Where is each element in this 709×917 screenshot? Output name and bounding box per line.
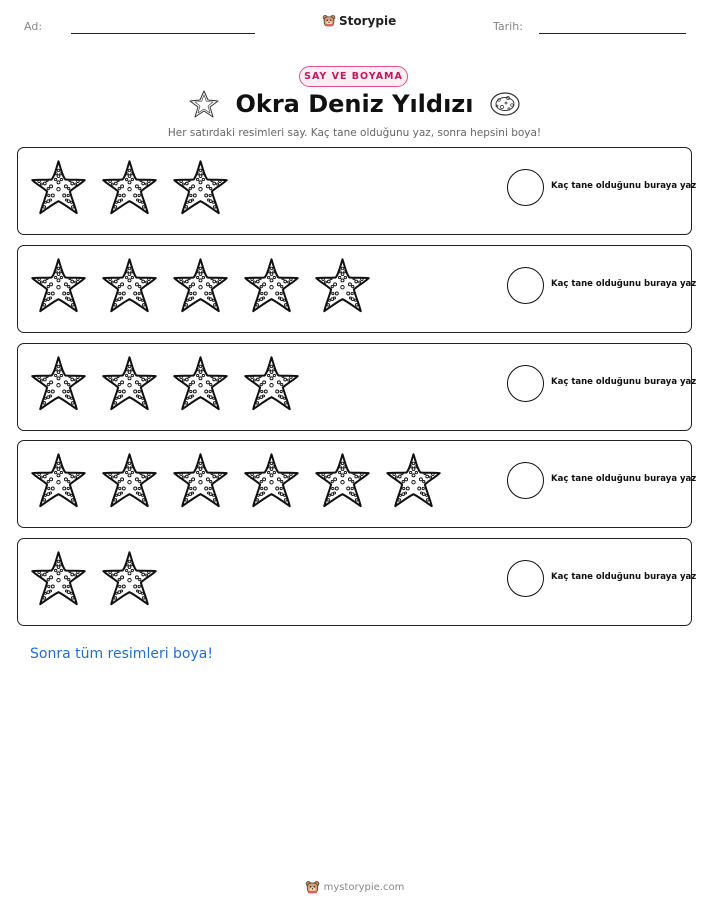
starfish-icon[interactable] (314, 452, 371, 509)
answer-circle[interactable] (507, 365, 544, 402)
starfish-group (30, 452, 442, 509)
starfish-group (30, 355, 300, 412)
count-row (17, 538, 697, 626)
starfish-group (30, 550, 158, 607)
starfish-icon[interactable] (243, 257, 300, 314)
count-row (17, 343, 697, 431)
count-row (17, 147, 697, 235)
starfish-icon[interactable] (30, 550, 87, 607)
website-footer (0, 880, 709, 895)
count-row (17, 440, 697, 528)
bear-icon (322, 14, 336, 28)
starfish-icon[interactable] (101, 550, 158, 607)
starfish-icon[interactable] (172, 257, 229, 314)
starfish-icon[interactable] (30, 257, 87, 314)
starfish-outline-icon (187, 89, 221, 119)
page-title: Okra Deniz Yıldızı (235, 90, 474, 118)
date-label: Tarih: (493, 20, 523, 33)
answer-circle[interactable] (507, 169, 544, 206)
starfish-icon[interactable] (243, 452, 300, 509)
answer-label: Kaç tane olduğunu buraya yaz (551, 279, 697, 289)
website-url: mystorypie.com (323, 882, 405, 893)
starfish-icon[interactable] (30, 355, 87, 412)
count-row (17, 245, 697, 333)
answer-label: Kaç tane olduğunu buraya yaz (551, 572, 697, 582)
starfish-icon[interactable] (172, 355, 229, 412)
answer-label: Kaç tane olduğunu buraya yaz (551, 181, 697, 191)
footer-note: Sonra tüm resimleri boya! (30, 646, 213, 662)
brand-name: Storypie (339, 14, 397, 28)
starfish-icon[interactable] (172, 452, 229, 509)
starfish-icon[interactable] (385, 452, 442, 509)
date-line[interactable] (539, 33, 686, 34)
title-row (0, 89, 709, 119)
starfish-icon[interactable] (243, 355, 300, 412)
starfish-group (30, 159, 229, 216)
starfish-icon[interactable] (314, 257, 371, 314)
answer-label: Kaç tane olduğunu buraya yaz (551, 474, 697, 484)
answer-circle[interactable] (507, 462, 544, 499)
starfish-icon[interactable] (101, 355, 158, 412)
answer-circle[interactable] (507, 267, 544, 304)
name-label: Ad: (24, 20, 43, 33)
brand-logo (322, 14, 396, 28)
name-line[interactable] (71, 33, 255, 34)
starfish-group (30, 257, 371, 314)
worksheet-badge: SAY VE BOYAMA (299, 66, 408, 87)
starfish-icon[interactable] (30, 159, 87, 216)
starfish-icon[interactable] (101, 452, 158, 509)
starfish-icon[interactable] (101, 159, 158, 216)
sponge-icon (488, 89, 522, 119)
starfish-icon[interactable] (30, 452, 87, 509)
answer-label: Kaç tane olduğunu buraya yaz (551, 377, 697, 387)
starfish-icon[interactable] (172, 159, 229, 216)
answer-circle[interactable] (507, 560, 544, 597)
bear-icon (305, 880, 320, 895)
starfish-icon[interactable] (101, 257, 158, 314)
instructions: Her satırdaki resimleri say. Kaç tane olduğunu yaz, sonra hepsini boya! (167, 127, 542, 139)
